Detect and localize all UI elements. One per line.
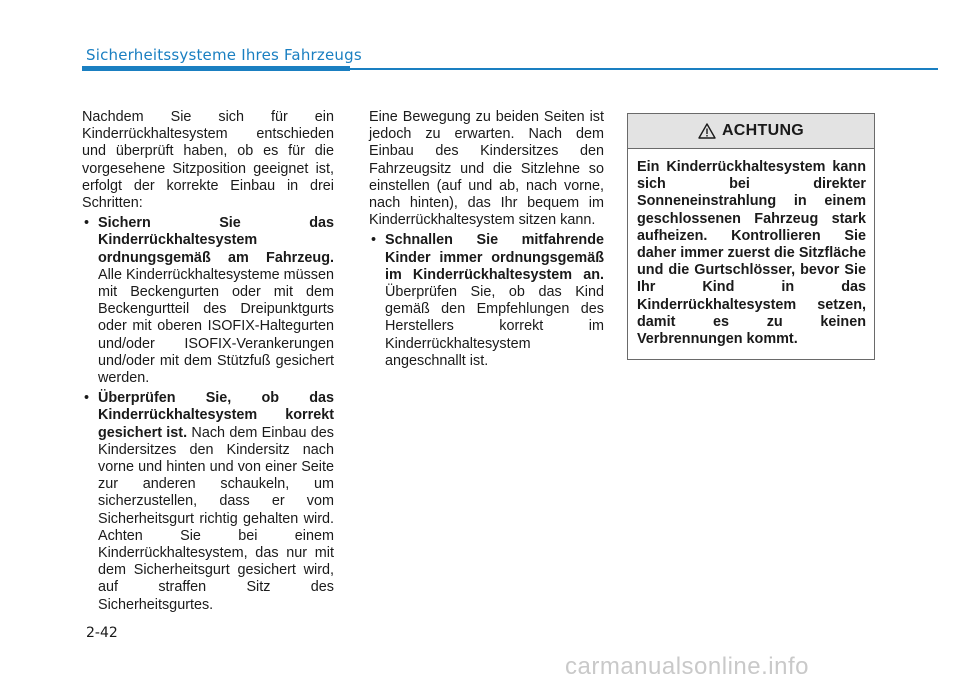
intro-paragraph: Nachdem Sie sich für ein Kinderrückhaltesystem entschieden und überprüft haben, ob es für die vorgesehene Sitzposition geeignet ist, erfolgt der korrekte Einbau in drei Schritten: — [82, 109, 334, 212]
bullet-text: Überprüfen Sie, ob das Kind gemäß den Empfehlungen des Herstellers korrekt im Kinderrückhaltesystem angeschnallt ist. — [385, 284, 604, 369]
bullet-icon: • — [84, 215, 90, 232]
warning-triangle-icon — [698, 123, 716, 139]
continuation-paragraph: Eine Bewegung zu beiden Seiten ist jedoch zu erwarten. Nach dem Einbau des Kindersitzes den Fahrzeugsitz und die Sitzlehne so einstellen (auf und ab, nach vorne, nach hinten), das Ihr bequem im Kinderrückhaltesystem sitzen kann. — [369, 109, 604, 229]
list-item — [82, 390, 334, 614]
page-number: 2-42 — [86, 625, 118, 641]
list-item — [369, 232, 604, 370]
bullet-text: Nach dem Einbau des Kindersitzes den Kindersitz nach vorne und hinten und von einer Seite zur anderen schaukeln, um sicherzustellen, dass er vom Sicherheitsgurt richtig gehalten wird. Achten Sie bei einem Kinderrückhaltesystem, das nur mit dem Sicherheitsgurt gesichert wird, auf straffen Sitz des Sicherheitsgurtes. — [98, 424, 335, 613]
header-accent-bar — [82, 66, 350, 71]
bullet-heading: Schnallen Sie mitfahrende Kinder immer ordnungsgemäß im Kinderrückhaltesystem an. — [385, 232, 604, 283]
bullet-icon: • — [84, 390, 90, 407]
header-rule — [350, 68, 938, 70]
text-column-middle — [369, 109, 604, 373]
bullet-icon: • — [371, 232, 377, 249]
bullet-heading: Sichern Sie das Kinderrückhaltesystem ordnungsgemäß am Fahrzeug. — [98, 215, 334, 266]
section-header-title: Sicherheitssysteme Ihres Fahrzeugs — [86, 46, 362, 64]
watermark: carmanualsonline.info — [565, 653, 809, 680]
warning-text: Ein Kinderrückhaltesystem kann sich bei direkter Sonneneinstrahlung in einem geschlossenen Fahrzeug stark aufheizen. Kontrollieren Sie daher immer zuerst die Sitzfläche und die Gurtschlösser, bevor Sie Ihr Kind in das Kinderrückhaltesystem setzen, damit es zu keinen Verbrennungen kommt. — [637, 159, 866, 348]
bullet-text: Alle Kinderrückhaltesysteme müssen mit Beckengurten oder mit dem Beckengurtteil des Dreipunktgurts oder mit oberen ISOFIX-Haltegurten und/oder ISOFIX-Verankerungen und/oder mit dem Stützfuß gesichert werden. — [98, 266, 334, 387]
warning-label: ACHTUNG — [721, 122, 805, 139]
bullet-heading: Überprüfen Sie, ob das Kinderrückhaltesystem korrekt gesichert ist. — [98, 390, 334, 441]
warning-box — [627, 113, 875, 360]
warning-header — [628, 114, 874, 149]
text-column-left — [82, 109, 334, 617]
list-item — [82, 215, 334, 387]
